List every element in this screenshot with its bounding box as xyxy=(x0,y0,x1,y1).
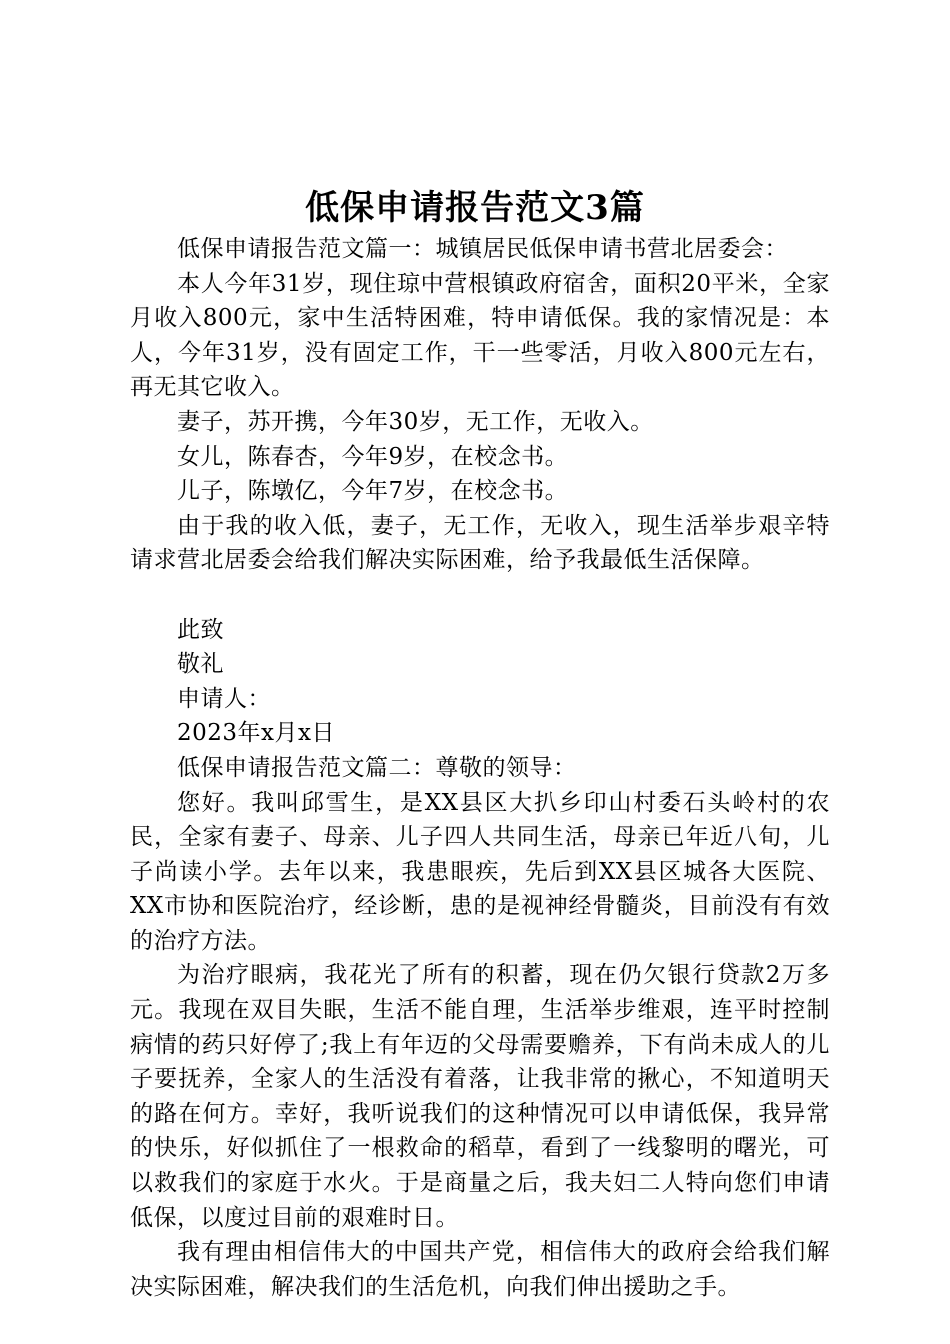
paragraph-wife: 妻子，苏开携，今年30岁，无工作，无收入。 xyxy=(177,408,654,435)
document-title: 低保申请报告范文3篇 xyxy=(305,188,645,228)
paragraph-son: 儿子，陈墩亿，今年7岁，在校念书。 xyxy=(177,478,569,505)
paragraph-part2-trust: 我有理由相信伟大的中国共产党，相信伟大的政府会给我们解决实际困难，解决我们的生活危机，向我们伸出援助之手。 xyxy=(130,1239,830,1300)
signature-date: 2023年x月x日 xyxy=(177,720,335,747)
paragraph-applicant-info: 本人今年31岁，现住琼中营根镇政府宿舍，面积20平米，全家月收入800元，家中生活特困难，特申请低保。我的家情况是：本人，今年31岁，没有固定工作，干一些零活，月收入800元左右，再无其它收入。 xyxy=(130,270,830,401)
paragraph-daughter: 女儿，陈春杏，今年9岁，在校念书。 xyxy=(177,443,569,470)
blank-line xyxy=(130,578,830,613)
paragraph-part2-hardship: 为治疗眼病，我花光了所有的积蓄，现在仍欠银行贷款2万多元。我现在双目失眠，生活不能自理，生活举步维艰，连平时控制病情的药只好停了;我上有年迈的父母需要赡养，下有尚未成人的儿子要抚养，全家人的生活没有着落，让我非常的揪心，不知道明天的路在何方。幸好，我听说我们的这种情况可以申请低保，我异常的快乐，好似抓住了一根救命的稻草，看到了一线黎明的曙光，可以救我们的家庭于水火。于是商量之后，我夫妇二人特向您们申请低保，以度过目前的艰难时日。 xyxy=(130,962,830,1231)
paragraph-request: 由于我的收入低，妻子，无工作，无收入，现生活举步艰辛特请求营北居委会给我们解决实际困难，给予我最低生活保障。 xyxy=(130,512,830,574)
document-body xyxy=(130,232,830,1304)
signature-applicant: 申请人： xyxy=(177,685,271,712)
closing-jingli: 敬礼 xyxy=(177,651,224,678)
closing-cizhi: 此致 xyxy=(177,616,224,643)
paragraph-part1-heading: 低保申请报告范文篇一：城镇居民低保申请书营北居委会： xyxy=(177,236,788,262)
paragraph-part2-heading: 低保申请报告范文篇二：尊敬的领导： xyxy=(177,754,577,781)
paragraph-part2-intro: 您好。我叫邱雪生，是XX县区大扒乡印山村委石头岭村的农民，全家有妻子、母亲、儿子四人共同生活，母亲已年近八旬，儿子尚读小学。去年以来，我患眼疾，先后到XX县区城各大医院、XX市协和医院治疗，经诊断，患的是视神经骨髓炎，目前没有有效的治疗方法。 xyxy=(130,789,830,954)
